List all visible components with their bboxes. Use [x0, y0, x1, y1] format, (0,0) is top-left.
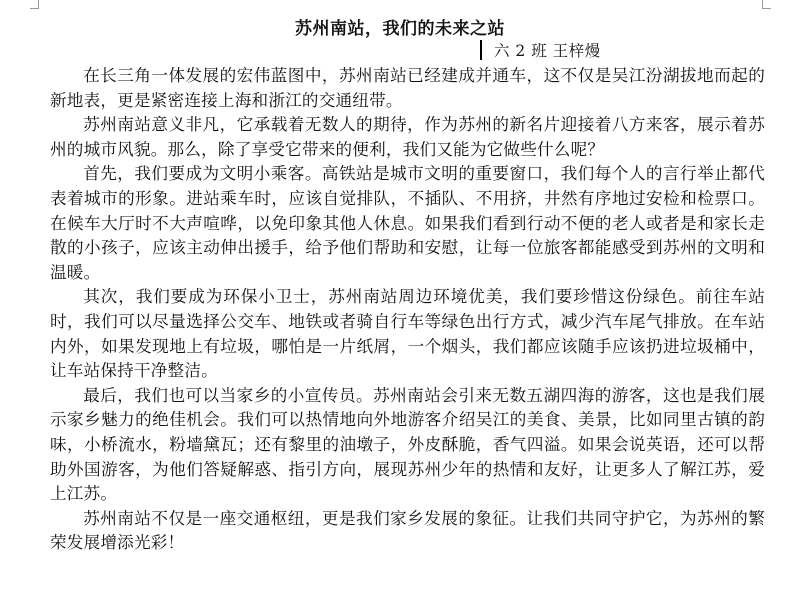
paragraph-2: 苏州南站意义非凡，它承载着无数人的期待，作为苏州的新名片迎接着八方来客，展示着苏州的城市风貌。那么，除了享受它带来的便利，我们又能为它做些什么呢？ — [50, 115, 765, 159]
paragraph-3: 首先，我们要成为文明小乘客。高铁站是城市文明的重要窗口，我们每个人的言行举止都代表着城市的形象。进站乘车时，应该自觉排队，不插队、不用挤，井然有序地过安检和检票口。在候车大厅时不大声喧哗，以免印象其他人休息。如果我们看到行动不便的老人或者是和家长走散的小孩子，应该主动伸出援手，给予他们帮助和安慰，让每一位旅客都能感受到苏州的文明和温暖。 — [50, 164, 765, 282]
page-corner-mark-right — [762, 0, 771, 9]
paragraph-5: 最后，我们也可以当家乡的小宣传员。苏州南站会引来无数五湖四海的游客，这也是我们展示家乡魅力的绝佳机会。我们可以热情地向外地游客介绍吴江的美食、美景，比如同里古镇的韵味，小桥流水，粉墙黛瓦；还有黎里的油墩子，外皮酥脆，香气四溢。如果会说英语，还可以帮助外国游客，为他们答疑解惑、指引方向，展现苏州少年的热情和友好，让更多人了解江苏，爱上江苏。 — [50, 385, 765, 504]
byline-row — [480, 38, 601, 62]
paragraph-6: 苏州南站不仅是一座交通枢纽，更是我们家乡发展的象征。让我们共同守护它，为苏州的繁荣发展增添光彩！ — [50, 508, 765, 553]
paragraph-4: 其次，我们要成为环保小卫士，苏州南站周边环境优美，我们要珍惜这份绿色。前往车站时，我们可以尽量选择公交车、地铁或者骑自行车等绿色出行方式，减少汽车尾气排放。在车站内外，如果发现地上有垃圾，哪怕是一片纸屑，一个烟头，我们都应该随手应该扔进垃圾桶中，让车站保持干净整洁。 — [50, 287, 765, 381]
document-body[interactable] — [50, 64, 765, 556]
author-byline: 六 2 班 王梓熳 — [494, 42, 601, 60]
paragraph-1: 在长三角一体发展的宏伟蓝图中，苏州南站已经建成并通车，这不仅是吴江汾湖拔地而起的新地表，更是紧密连接上海和浙江的交通纽带。 — [50, 66, 765, 110]
text-cursor — [480, 40, 482, 60]
document-title: 苏州南站，我们的未来之站 — [295, 19, 505, 39]
page-corner-mark-left — [30, 0, 39, 9]
